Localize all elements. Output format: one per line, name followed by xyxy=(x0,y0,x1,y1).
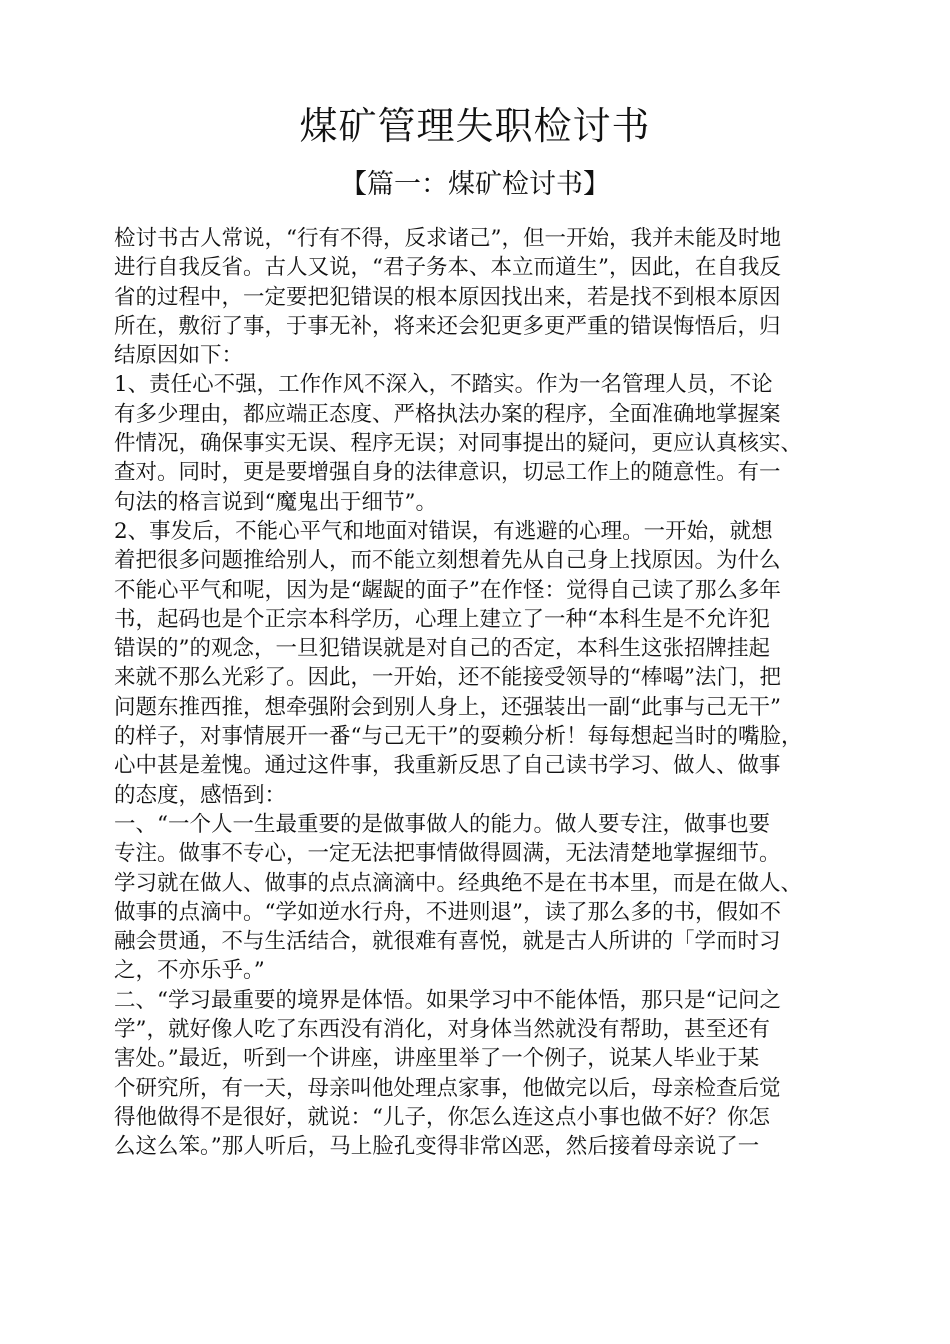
text-line: 书，起码也是个正宗本科学历，心理上建立了一种“本科生是不允许犯 xyxy=(114,606,770,632)
text-line: 一、“一个人一生最重要的是做事做人的能力。做人要专注，做事也要 xyxy=(114,811,770,837)
text-line: 个研究所，有一天，母亲叫他处理点家事，他做完以后，母亲检查后觉 xyxy=(114,1075,781,1101)
text-line: 结原因如下： xyxy=(114,343,244,369)
text-line: 有多少理由，都应端正态度、严格执法办案的程序，全面准确地掌握案 xyxy=(114,401,781,427)
text-line: 来就不那么光彩了。因此，一开始，还不能接受领导的“棒喝”法门，把 xyxy=(114,665,781,691)
text-line: 二、“学习最重要的境界是体悟。如果学习中不能体悟，那只是“记问之 xyxy=(114,987,781,1013)
text-line: 不能心平气和呢，因为是“龌龊的面子”在作怪：觉得自己读了那么多年 xyxy=(114,577,781,603)
text-line: 的样子，对事情展开一番“与己无干”的耍赖分析！每每想起当时的嘴脸， xyxy=(114,724,803,750)
text-line: 1、责任心不强，工作作风不深入，不踏实。作为一名管理人员，不论 xyxy=(114,372,773,398)
text-line: 之，不亦乐乎。” xyxy=(114,958,265,984)
text-line: 么这么笨。”那人听后，马上脸孔变得非常凶恶，然后接着母亲说了一 xyxy=(114,1134,760,1160)
text-line: 问题东推西推，想牵强附会到别人身上，还强装出一副“此事与己无干” xyxy=(114,694,781,720)
text-line: 省的过程中，一定要把犯错误的根本原因找出来，若是找不到根本原因 xyxy=(114,284,781,310)
text-line: 检讨书古人常说，“行有不得，反求诸己”，但一开始，我并未能及时地 xyxy=(114,226,781,251)
text-line: 融会贯通，不与生活结合，就很难有喜悦，就是古人所讲的「学而时习 xyxy=(114,929,781,955)
text-line: 句法的格言说到“魔鬼出于细节”。 xyxy=(114,489,437,515)
text-line: 错误的”的观念，一旦犯错误就是对自己的否定，本科生这张招牌挂起 xyxy=(114,636,770,662)
text-line: 着把很多问题推给别人，而不能立刻想着先从自己身上找原因。为什么 xyxy=(114,548,781,574)
document-title: 煤矿管理失职检讨书 xyxy=(299,104,651,148)
document-body xyxy=(114,224,854,1162)
text-line: 的态度，感悟到： xyxy=(114,782,287,808)
text-line: 2、事发后，不能心平气和地面对错误，有逃避的心理。一开始，就想 xyxy=(114,518,773,544)
text-line: 进行自我反省。古人又说，“君子务本、本立而道生”，因此，在自我反 xyxy=(114,255,781,281)
text-line: 得他做得不是很好，就说：“儿子，你怎么连这点小事也做不好？你怎 xyxy=(114,1104,770,1130)
text-line: 害处。”最近，听到一个讲座，讲座里举了一个例子，说某人毕业于某 xyxy=(114,1046,760,1072)
text-line: 学”，就好像人吃了东西没有消化，对身体当然就没有帮助，甚至还有 xyxy=(114,1017,770,1043)
text-line: 专注。做事不专心，一定无法把事情做得圆满，无法清楚地掌握细节。 xyxy=(114,841,781,867)
text-line: 查对。同时，更是要增强自身的法律意识，切忌工作上的随意性。有一 xyxy=(114,460,781,486)
text-line: 学习就在做人、做事的点点滴滴中。经典绝不是在书本里，而是在做人、 xyxy=(114,870,803,896)
text-line: 心中甚是羞愧。通过这件事，我重新反思了自己读书学习、做人、做事 xyxy=(114,753,781,779)
text-line: 所在，敷衍了事，于事无补，将来还会犯更多更严重的错误悔悟后，归 xyxy=(114,313,781,339)
text-line: 件情况，确保事实无误、程序无误；对同事提出的疑问，更应认真核实、 xyxy=(114,431,803,457)
document-subtitle: 【篇一：煤矿检讨书】 xyxy=(340,169,610,200)
text-line: 做事的点滴中。“学如逆水行舟，不进则退”，读了那么多的书，假如不 xyxy=(114,899,781,925)
